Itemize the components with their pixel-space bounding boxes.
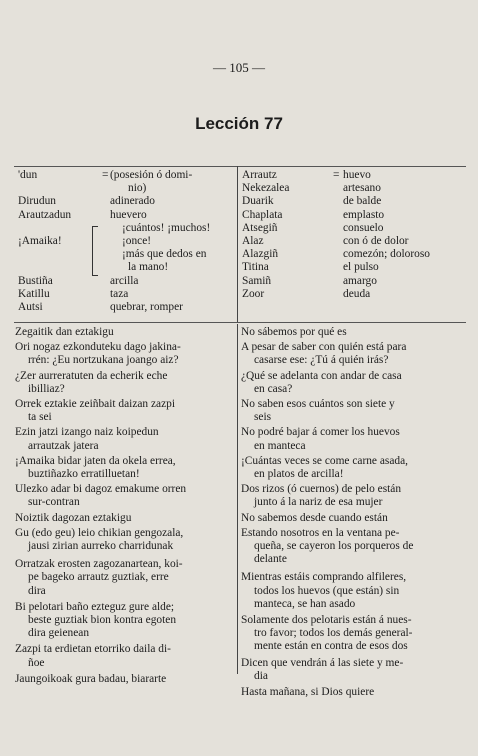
sentence-line: delante <box>254 553 287 566</box>
vocab-meaning: deuda <box>343 287 371 300</box>
sentence <box>241 341 455 367</box>
sentence-line: manteca, se han asado <box>254 597 356 610</box>
vocab-meaning: taza <box>110 287 129 300</box>
sentence-line: ¡Amaika bidar jaten da okela errea, <box>15 454 176 467</box>
brace-mark <box>92 226 101 276</box>
sentence <box>241 426 455 452</box>
vocab-entry <box>18 235 233 248</box>
vocab-word: ¡Amaika! <box>18 234 62 247</box>
sentence-line: dira <box>28 584 46 597</box>
vocab-entry <box>242 261 468 274</box>
sentence-line: junto á la nariz de esa mujer <box>254 496 383 509</box>
sentence <box>241 571 455 611</box>
sentence <box>241 398 455 424</box>
sentence-line: ibilliaz? <box>28 382 65 395</box>
vocab-meaning: de balde <box>343 195 382 208</box>
sentence-line: jausi zirian aurreko charridunak <box>28 540 174 553</box>
vocab-list-right <box>242 169 468 301</box>
vocab-entry <box>18 169 233 182</box>
sentence-line: ¡Cuántas veces se come carne asada, <box>241 454 408 467</box>
sentences-basque <box>15 326 234 686</box>
vocab-entry <box>18 209 233 222</box>
vocab-entry <box>242 275 468 288</box>
sentence <box>15 483 234 509</box>
vocab-word: Samiñ <box>242 274 272 287</box>
vocab-word: Duarik <box>242 195 274 208</box>
sentence-line: seis <box>254 411 272 424</box>
sentence-line: sur-contran <box>28 496 80 509</box>
vocab-meaning: amargo <box>343 274 377 287</box>
sentence <box>15 370 234 396</box>
sentence-line: Zegaitik dan eztakigu <box>15 326 114 338</box>
equals-sign: = <box>102 169 109 181</box>
sentence-line: Noiztik dagozan eztakigu <box>15 511 132 524</box>
vocab-meaning: consuelo <box>343 221 384 234</box>
vocab-entry <box>242 169 468 182</box>
vocab-word: Autsi <box>18 300 43 313</box>
sentence-line: dira geienean <box>28 627 90 640</box>
sentence <box>15 512 234 525</box>
vocab-word: Chaplata <box>242 208 283 221</box>
vocab-meaning: el pulso <box>343 261 379 274</box>
sentence-line: Estando nosotros en la ventana pe- <box>241 526 400 539</box>
top-rule <box>14 166 466 167</box>
column-divider-vocab <box>237 166 238 322</box>
vocab-list-left <box>18 169 233 314</box>
sentence-line: todos los huevos (que están) sin <box>254 584 400 597</box>
sentence <box>15 326 234 339</box>
vocab-word: Nekezalea <box>242 182 290 195</box>
sentence-line: en casa? <box>254 382 293 395</box>
sentence <box>15 601 234 641</box>
middle-rule <box>14 322 466 323</box>
sentence-line: Mientras estáis comprando alfileres, <box>241 571 407 584</box>
sentence-line: Orrek eztakie zeiñbait daizan zazpi <box>15 398 176 411</box>
vocab-entry <box>242 248 468 261</box>
vocab-entry <box>18 195 233 208</box>
sentence-line: No saben esos cuántos son siete y <box>241 398 395 411</box>
sentence-line: No sábemos por qué es <box>241 326 347 338</box>
vocab-word: Arautzadun <box>18 208 72 221</box>
vocab-meaning: (posesión ó domi- <box>110 169 193 181</box>
sentence <box>241 326 455 339</box>
sentence-line: queña, se cayeron los porqueros de <box>254 540 414 553</box>
vocab-word: Alazgiñ <box>242 248 279 261</box>
sentence-line: Orratzak erosten zagozanartean, koi- <box>15 558 183 571</box>
vocab-entry <box>18 261 233 274</box>
vocab-word: 'dun <box>18 169 38 181</box>
sentence-line: No podré bajar á comer los huevos <box>241 426 400 439</box>
sentence-line: arrautzak jatera <box>28 439 99 452</box>
vocab-meaning: huevo <box>343 169 371 181</box>
sentence-line: Jaungoikoak gura badau, biararte <box>15 672 167 685</box>
sentence <box>241 614 455 654</box>
vocab-word: Katillu <box>18 287 50 300</box>
sentence-line: en manteca <box>254 439 306 452</box>
sentence <box>241 483 455 509</box>
page-number: — 105 — <box>213 60 265 75</box>
vocab-entry <box>18 222 233 235</box>
sentence-line: pe bageko arrautz guztiak, erre <box>28 571 169 584</box>
sentence-line: mente están en contra de esos dos <box>254 640 408 653</box>
vocab-entry <box>242 235 468 248</box>
vocab-meaning: ¡más que dedos en <box>122 248 207 261</box>
vocab-meaning: emplasto <box>343 208 385 221</box>
vocab-word: Atsegiñ <box>242 221 278 234</box>
vocab-meaning: arcilla <box>110 274 139 287</box>
sentence-line: Ulezko adar bi dagoz emakume orren <box>15 483 187 496</box>
vocab-word: Dirudun <box>18 195 56 208</box>
sentence-line: rrén: ¿Eu nortzukana joango aiz? <box>28 354 179 367</box>
vocab-entry <box>18 275 233 288</box>
sentence <box>15 426 234 452</box>
vocab-entry <box>18 288 233 301</box>
lesson-title: Lección 77 <box>195 114 283 133</box>
sentence-line: Bi pelotari baño ezteguz gure alde; <box>15 600 175 613</box>
sentence <box>15 341 234 367</box>
vocab-meaning: nio) <box>128 182 147 195</box>
sentence-line: ta sei <box>28 411 52 424</box>
sentence-line: beste guztiak bion kontra egoten <box>28 614 177 627</box>
vocab-meaning: adinerado <box>110 195 155 208</box>
vocab-word: Zoor <box>242 287 265 300</box>
sentence-line: ñoe <box>28 656 45 669</box>
sentence-line: Dos rizos (ó cuernos) de pelo están <box>241 483 402 496</box>
sentence <box>15 643 234 669</box>
vocab-meaning: quebrar, romper <box>110 300 183 313</box>
sentence-line: dia <box>254 669 268 682</box>
vocab-entry <box>18 301 233 314</box>
vocab-word: Titina <box>242 261 269 274</box>
vocab-meaning: huevero <box>110 208 147 221</box>
sentence <box>241 527 455 567</box>
vocab-meaning: la mano! <box>128 261 169 274</box>
sentence-line: Dicen que vendrán á las siete y me- <box>241 656 404 669</box>
sentence <box>241 512 455 525</box>
sentence <box>15 455 234 481</box>
sentence-line: A pesar de saber con quién está para <box>241 341 407 354</box>
sentence-line: Ori nogaz ezkonduteku dago jakina- <box>15 341 181 354</box>
vocab-meaning: artesano <box>343 182 381 195</box>
equals-sign: = <box>333 169 340 181</box>
sentence-line: Gu (edo geu) leio chikian gengozala, <box>15 526 184 539</box>
vocab-word: Bustiña <box>18 274 53 287</box>
sentence-line: en platos de arcilla! <box>254 468 344 481</box>
vocab-entry <box>18 248 233 261</box>
sentence-line: buztiñazko erratilluetan! <box>28 468 140 481</box>
sentence <box>241 686 455 699</box>
vocab-entry <box>18 182 233 195</box>
sentence-line: ¿Qué se adelanta con andar de casa <box>241 369 402 382</box>
vocab-word: Alaz <box>242 234 264 247</box>
sentence <box>15 673 234 686</box>
sentence <box>241 370 455 396</box>
column-divider-sentences <box>237 324 238 674</box>
vocab-meaning: ¡cuántos! ¡muchos! <box>122 221 211 234</box>
vocab-meaning: comezón; doloroso <box>343 248 430 261</box>
vocab-word: Arrautz <box>242 169 277 181</box>
vocab-meaning: con ó de dolor <box>343 234 409 247</box>
sentence-line: casarse ese: ¿Tú á quién irás? <box>254 354 389 367</box>
sentence <box>241 657 455 683</box>
vocab-entry <box>242 195 468 208</box>
sentence <box>15 398 234 424</box>
vocab-entry <box>242 288 468 301</box>
sentence <box>15 558 234 598</box>
vocab-meaning: ¡once! <box>122 234 152 247</box>
vocab-entry <box>242 222 468 235</box>
sentence-line: Hasta mañana, si Dios quiere <box>241 686 375 699</box>
sentence-line: Ezin jatzi izango naiz koipedun <box>15 426 159 439</box>
sentence-line: Solamente dos pelotaris están á nues- <box>241 614 412 627</box>
sentence-line: Zazpi ta erdietan etorriko daila di- <box>15 643 171 656</box>
sentence-line: tro favor; todos los demás general- <box>254 627 413 640</box>
sentence-line: No sabemos desde cuando están <box>241 511 388 524</box>
vocab-entry <box>242 209 468 222</box>
sentence <box>241 455 455 481</box>
sentences-spanish <box>241 326 455 699</box>
sentence <box>15 527 234 553</box>
sentence-line: ¿Zer aurreratuten da echerik eche <box>15 369 168 382</box>
vocab-entry <box>242 182 468 195</box>
